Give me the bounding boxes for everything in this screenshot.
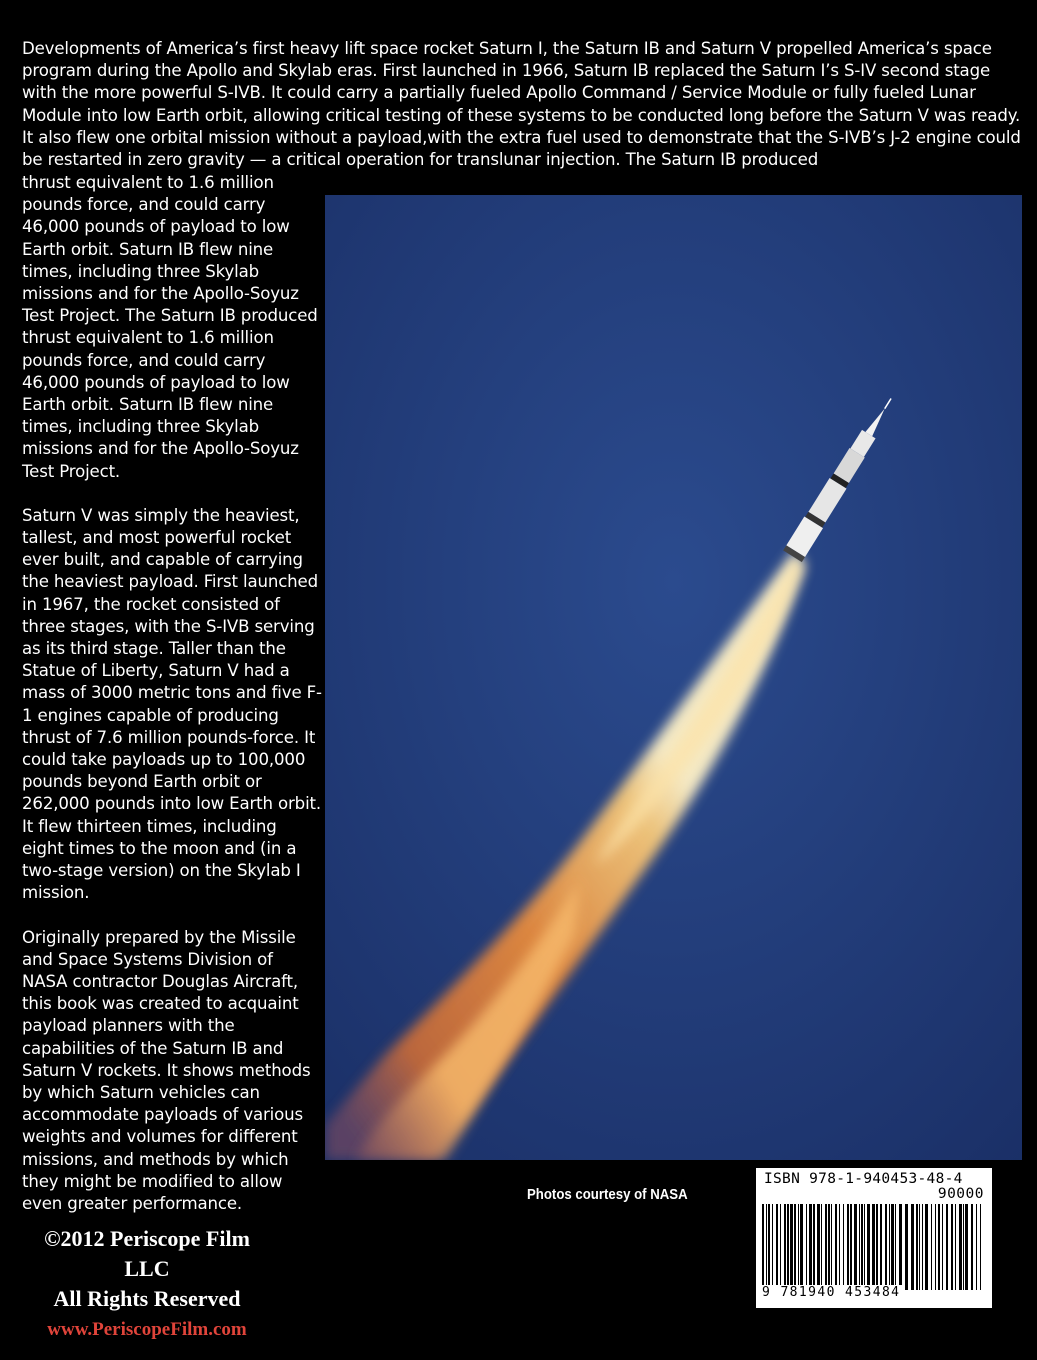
barcode-bar — [806, 1204, 807, 1290]
barcode-bar — [800, 1204, 803, 1290]
barcode-bar — [919, 1204, 920, 1290]
barcode-bar — [794, 1204, 796, 1290]
barcode-bar — [899, 1204, 902, 1290]
barcode-bar — [825, 1204, 827, 1290]
barcode-bar — [854, 1204, 857, 1290]
barcode-bar — [831, 1204, 832, 1290]
barcode-bar — [925, 1204, 928, 1290]
barcode-bar — [889, 1204, 890, 1290]
barcode-bar — [776, 1204, 778, 1290]
barcode-bar — [809, 1204, 812, 1290]
barcode-bar — [766, 1204, 767, 1290]
barcode-bars — [762, 1204, 986, 1290]
barcode-bar — [780, 1204, 781, 1290]
barcode-bar — [835, 1204, 837, 1290]
barcode-bar — [828, 1204, 830, 1290]
barcode-bar — [946, 1204, 948, 1290]
barcode-bar — [821, 1204, 822, 1290]
barcode-bar — [955, 1204, 956, 1290]
intro-paragraph — [22, 38, 1022, 171]
isbn-barcode — [756, 1168, 992, 1308]
barcode-bar — [916, 1204, 918, 1290]
barcode-bar — [942, 1204, 943, 1290]
barcode-bar — [965, 1204, 968, 1290]
barcode-bar — [768, 1204, 770, 1290]
barcode-bar — [847, 1204, 849, 1290]
barcode-bar — [867, 1204, 870, 1290]
barcode-bar — [864, 1204, 865, 1290]
barcode-bar — [980, 1204, 981, 1290]
paragraph-saturn-ib: thrust equivalent to 1.6 million pounds force, and could carry 46,000 pounds of payload to low Earth orbit. Saturn IB flew nine times, including three Skylab missions and for the Apollo-Soyuz Test Project. The Saturn IB produced thrust equivalent to 1.6 million pounds force, and could carry 46,000 pounds of payload to low Earth orbit. Saturn IB flew nine times, including three Skylab missions and for the Apollo-Soyuz Test Project. — [22, 173, 318, 481]
rights-line: All Rights Reserved — [53, 1286, 241, 1311]
barcode-bar — [895, 1204, 896, 1290]
barcode-bar — [861, 1204, 863, 1290]
barcode-bar — [850, 1204, 852, 1290]
barcode-bar — [931, 1204, 932, 1290]
rocket-launch-photo — [325, 195, 1022, 1160]
barcode-bar — [843, 1204, 844, 1290]
barcode-bar — [880, 1204, 882, 1290]
barcode-bar — [905, 1204, 908, 1290]
copyright-line: ©2012 Periscope Film LLC — [44, 1226, 250, 1281]
paragraph-book-origin: Originally prepared by the Missile and Space Systems Division of NASA contractor Douglas Aircraft, this book was created to acquaint payload planners with the capabilities of the Saturn IB and Saturn V rockets. It shows methods by which Saturn vehicles can accommodate payloads of various weights and volumes for different missions, and methods by which they might be modified to allow even greater performance. — [22, 927, 311, 1213]
barcode-bar — [876, 1204, 878, 1290]
barcode-bar — [971, 1204, 973, 1290]
barcode-bar — [963, 1204, 964, 1290]
barcode-bar — [976, 1204, 977, 1290]
barcode-bar — [772, 1204, 773, 1290]
barcode-bar — [885, 1204, 887, 1290]
paragraph-saturn-v: Saturn V was simply the heaviest, tallest, and most powerful rocket ever built, and capable of carrying the heaviest payload. First launched in 1967, the rocket consisted of three stages, with the S-IVB serving as its third stage. Taller than the Statue of Liberty, Saturn V had a mass of 3000 metric tons and five F-1 engines capable of producing thrust of 7.6 million pounds-force. It could take payloads up to 100,000 pounds beyond Earth orbit or 262,000 pounds into low Earth orbit. It flew thirteen times, including eight times to the moon and (in a two-stage version) on the Skylab I mission. — [22, 505, 322, 903]
barcode-bar — [813, 1204, 815, 1290]
barcode-bar — [891, 1204, 894, 1290]
barcode-digits: 9 781940 453484 — [762, 1285, 901, 1300]
rocket-photo-illustration — [325, 195, 1022, 1160]
barcode-bar — [798, 1204, 799, 1290]
barcode-bar — [784, 1204, 786, 1290]
barcode-bar — [938, 1204, 940, 1290]
barcode-bar — [787, 1204, 789, 1290]
text-column — [22, 172, 322, 1237]
barcode-bar — [935, 1204, 936, 1290]
barcode-bar — [790, 1204, 793, 1290]
copyright-block — [22, 1224, 272, 1346]
barcode-bar — [817, 1204, 820, 1290]
barcode-bar — [911, 1204, 914, 1290]
website-link[interactable]: www.PeriscopeFilm.com — [47, 1319, 247, 1340]
barcode-bar — [839, 1204, 840, 1290]
barcode-bar — [859, 1204, 860, 1290]
price-addon: 90000 — [937, 1186, 984, 1202]
isbn-label: ISBN 978-1-940453-48-4 — [764, 1171, 963, 1187]
photo-credit: Photos courtesy of NASA — [527, 1186, 688, 1203]
intro-text: Developments of America’s first heavy lift space rocket Saturn I, the Saturn IB and Saturn V propelled America’s space program during the Apollo and Skylab eras. First launched in 1966, Saturn IB replaced the Saturn I’s S-IV second stage with the more powerful S-IVB. It could carry a partially fueled Apollo Command / Service Module or fully fueled Lunar Module into low Earth orbit, allowing critical testing of these systems to be conducted long before the Saturn V was ready. It also flew one orbital mission without a payload,with the extra fuel used to demonstrate that the S-IVB’s J-2 engine could be restarted in zero gravity — a critical operation for translunar injection. The Saturn IB produced — [22, 39, 1021, 170]
barcode-bar — [922, 1204, 923, 1290]
barcode-bar — [872, 1204, 875, 1290]
barcode-bar — [959, 1204, 962, 1290]
barcode-bar — [951, 1204, 953, 1290]
barcode-bar — [762, 1204, 764, 1290]
